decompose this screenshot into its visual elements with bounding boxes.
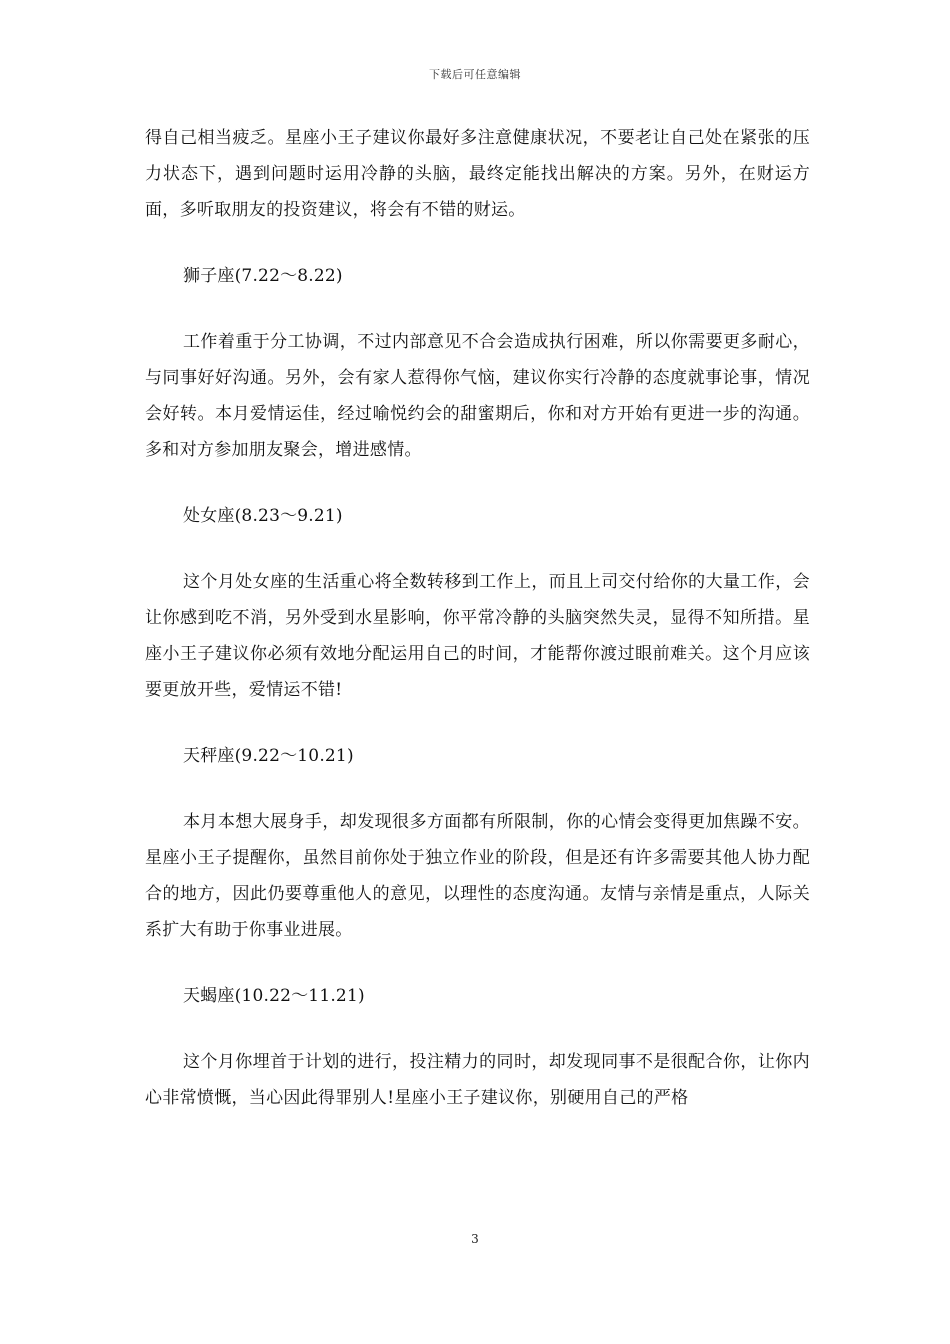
virgo-paragraph: 这个月处女座的生活重心将全数转移到工作上，而且上司交付给你的大量工作，会让你感到吃不消，另外受到水星影响，你平常冷静的头脑突然失灵，显得不知所措。星座小王子建议你必须有效地分配运用自己的时间，才能帮你渡过眼前难关。这个月应该要更放开些，爱情运不错! — [145, 572, 810, 700]
libra-heading: 天秤座(9.22～10.21) — [183, 746, 354, 766]
libra-paragraph: 本月本想大展身手，却发现很多方面都有所限制，你的心情会变得更加焦躁不安。星座小王子提醒你，虽然目前你处于独立作业的阶段，但是还有许多需要其他人协力配合的地方，因此仍要尊重他人的意见，以理性的态度沟通。友情与亲情是重点，人际关系扩大有助于你事业进展。 — [145, 812, 810, 940]
document-body — [145, 120, 810, 1116]
scorpio-paragraph: 这个月你埋首于计划的进行，投注精力的同时，却发现同事不是很配合你，让你内心非常愤慨，当心因此得罪别人!星座小王子建议你，别硬用自己的严格 — [145, 1052, 810, 1108]
virgo-heading: 处女座(8.23～9.21) — [183, 506, 343, 526]
leo-paragraph: 工作着重于分工协调，不过内部意见不合会造成执行困难，所以你需要更多耐心，与同事好好沟通。另外，会有家人惹得你气恼，建议你实行冷静的态度就事论事，情况会好转。本月爱情运佳，经过喻悦约会的甜蜜期后，你和对方开始有更进一步的沟通。多和对方参加朋友聚会，增进感情。 — [145, 332, 810, 460]
leo-heading: 狮子座(7.22～8.22) — [183, 266, 343, 286]
page-number: 3 — [471, 1232, 479, 1246]
scorpio-heading: 天蝎座(10.22～11.21) — [183, 986, 365, 1006]
page-header: 下载后可任意编辑 — [429, 68, 521, 81]
intro-paragraph: 得自己相当疲乏。星座小王子建议你最好多注意健康状况，不要老让自己处在紧张的压力状态下，遇到问题时运用冷静的头脑，最终定能找出解决的方案。另外，在财运方面，多听取朋友的投资建议，将会有不错的财运。 — [145, 128, 810, 220]
